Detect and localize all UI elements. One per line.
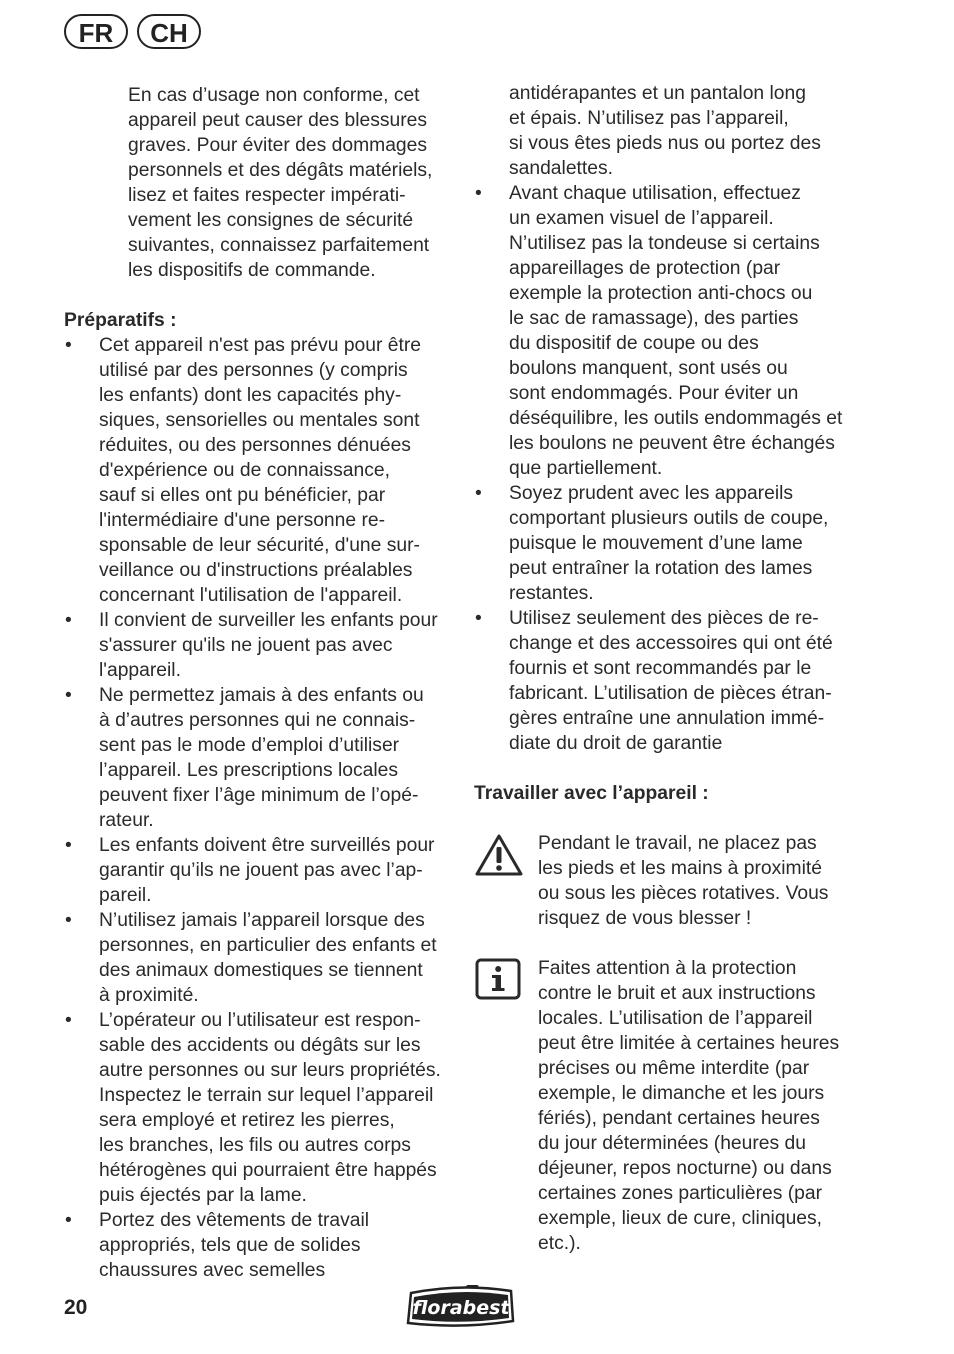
text-line: les branches, les fils ou autres corps [99, 1135, 411, 1156]
text-line: • Ne permettez jamais à des enfants ou [99, 685, 424, 706]
text-line: hétérogènes qui pourraient être happés [99, 1160, 437, 1181]
bullet-item [64, 683, 454, 833]
text-line: exemple, le dimanche et les jours [538, 1083, 825, 1104]
text-line: les dispositifs de commande. [128, 260, 376, 281]
text-line: les pieds et les mains à proximité [538, 858, 822, 879]
text-line: et épais. N’utilisez pas l’appareil, [509, 108, 789, 129]
text-line: boulons manquent, sont usés ou [509, 358, 788, 379]
text-line: précises ou même interdite (par [538, 1058, 810, 1079]
text-line: sauf si elles ont pu bénéficier, par [99, 485, 386, 506]
text-line: fabricant. L’utilisation de pièces étran- [509, 683, 832, 704]
text-line: sandalettes. [509, 158, 613, 179]
info-icon [474, 957, 522, 1001]
text-line: certaines zones particulières (par [538, 1183, 822, 1204]
bullet-item [474, 481, 864, 606]
text-line: concernant l'utilisation de l'appareil. [99, 585, 403, 606]
text-line: fériés), pendant certaines heures [538, 1108, 820, 1129]
text-line: risquez de vous blesser ! [538, 908, 752, 929]
brand-name: florabest [412, 1297, 510, 1319]
text-line: le sac de ramassage), des parties [509, 308, 799, 329]
right-column [474, 81, 864, 1256]
text-line: gères entraîne une annulation immé- [509, 708, 825, 729]
text-line: lisez et faites respecter impérati- [128, 185, 406, 206]
text-line: fournis et sont recommandés par le [509, 658, 812, 679]
bullet-item [474, 606, 864, 756]
text-line: puisque le mouvement d’une lame [509, 533, 803, 554]
section-heading-preparatifs: Préparatifs : [64, 310, 177, 331]
text-line: ou sous les pièces rotatives. Vous [538, 883, 829, 904]
text-line: un examen visuel de l’appareil. [509, 208, 774, 229]
bullet-list-inspection [474, 181, 864, 756]
text-line: utilisé par des personnes (y compris [99, 360, 408, 381]
text-line: antidérapantes et un pantalon long [509, 83, 806, 104]
text-line: • N’utilisez jamais l’appareil lorsque des [99, 910, 425, 931]
text-line: siques, sensorielles ou mentales sont [99, 410, 420, 431]
text-line: garantir qu’ils ne jouent pas avec l’ap- [99, 860, 423, 881]
intro-paragraph [64, 83, 454, 283]
bullet-item [64, 1208, 454, 1283]
text-line: • Utilisez seulement des pièces de re- [509, 608, 819, 629]
text-line: chaussures avec semelles [99, 1260, 326, 1281]
text-line: personnels et des dégâts matériels, [128, 160, 433, 181]
text-line: si vous êtes pieds nus ou portez des [509, 133, 821, 154]
text-line: sont endommagés. Pour éviter un [509, 383, 799, 404]
bullet-item [64, 833, 454, 908]
lang-badge-ch: CH [137, 14, 201, 49]
text-line: etc.). [538, 1233, 581, 1254]
text-line: N’utilisez pas la tondeuse si certains [509, 233, 820, 254]
florabest-logo [405, 1285, 517, 1332]
text-line: • Les enfants doivent être surveillés pour [99, 835, 435, 856]
text-line: En cas d’usage non conforme, cet [128, 85, 420, 106]
bullet-item [474, 181, 864, 481]
text-line: Pendant le travail, ne placez pas [538, 833, 817, 854]
text-line: vement les consignes de sécurité [128, 210, 414, 231]
text-line: veillance ou d'instructions préalables [99, 560, 413, 581]
page-number: 20 [64, 1296, 88, 1319]
text-line: sent pas le mode d’emploi d’utiliser [99, 735, 400, 756]
text-line: appropriés, tels que de solides [99, 1235, 361, 1256]
text-line: que partiellement. [509, 458, 663, 479]
text-line: graves. Pour éviter des dommages [128, 135, 428, 156]
warning-text [538, 831, 864, 931]
text-line: peut entraîner la rotation des lames [509, 558, 813, 579]
text-line: s'assurer qu'ils ne jouent pas avec [99, 635, 393, 656]
text-line: Inspectez le terrain sur lequel l’appareil [99, 1085, 434, 1106]
text-line: les enfants) dont les capacités phy- [99, 385, 402, 406]
text-line: des animaux domestiques se tiennent [99, 960, 423, 981]
text-line: • Portez des vêtements de travail [99, 1210, 370, 1231]
text-line: • Avant chaque utilisation, effectuez [509, 183, 801, 204]
text-line: à d’autres personnes qui ne connais- [99, 710, 416, 731]
text-line: restantes. [509, 583, 594, 604]
left-column [64, 83, 454, 1283]
text-line: autre personnes ou sur leurs propriétés. [99, 1060, 441, 1081]
text-line: sponsable de leur sécurité, d'une sur- [99, 535, 420, 556]
warning-triangle-icon [474, 833, 524, 877]
text-line: à proximité. [99, 985, 199, 1006]
bullet-item [64, 333, 454, 608]
text-line: réduites, ou des personnes dénuées [99, 435, 411, 456]
text-line: du jour déterminées (heures du [538, 1133, 806, 1154]
info-note [474, 956, 864, 1256]
text-line: suivantes, connaissez parfaitement [128, 235, 430, 256]
text-line: les boulons ne peuvent être échangés [509, 433, 835, 454]
brand-logo-graphic [405, 1285, 517, 1327]
text-line: appareil peut causer des blessures [128, 110, 428, 131]
text-line: exemple, lieux de cure, cliniques, [538, 1208, 823, 1229]
warning-note [474, 831, 864, 931]
section-heading-travailler: Travailler avec l’appareil : [474, 783, 709, 804]
text-line: déséquilibre, les outils endommagés et [509, 408, 843, 429]
bullet-item [64, 608, 454, 683]
text-line: du dispositif de coupe ou des [509, 333, 759, 354]
text-line: comportant plusieurs outils de coupe, [509, 508, 829, 529]
text-line: puis éjectés par la lame. [99, 1185, 307, 1206]
text-line: l’appareil. Les prescriptions locales [99, 760, 399, 781]
bullet-item [64, 1008, 454, 1208]
text-line: personnes, en particulier des enfants et [99, 935, 437, 956]
text-line: appareillages de protection (par [509, 258, 781, 279]
text-line: • Il convient de surveiller les enfants pour [99, 610, 438, 631]
text-line: change et des accessoires qui ont été [509, 633, 833, 654]
text-line: l'appareil. [99, 660, 181, 681]
lang-badge-fr: FR [64, 14, 128, 49]
text-line: locales. L’utilisation de l’appareil [538, 1008, 813, 1029]
text-line: • Cet appareil n'est pas prévu pour être [99, 335, 422, 356]
text-line: diate du droit de garantie [509, 733, 723, 754]
text-line: • L’opérateur ou l’utilisateur est respon- [99, 1010, 421, 1031]
bullet-list-preparatifs [64, 333, 454, 1283]
info-text [538, 956, 864, 1256]
text-line: • Soyez prudent avec les appareils [509, 483, 794, 504]
bullet-item [64, 908, 454, 1008]
text-line: rateur. [99, 810, 154, 831]
text-line: sera employé et retirez les pierres, [99, 1110, 395, 1131]
text-line: d'expérience ou de connaissance, [99, 460, 390, 481]
text-line: exemple la protection anti-chocs ou [509, 283, 813, 304]
continuation-paragraph [474, 81, 864, 181]
text-line: l'intermédiaire d'une personne re- [99, 510, 386, 531]
text-line: déjeuner, repos nocturne) ou dans [538, 1158, 832, 1179]
text-line: contre le bruit et aux instructions [538, 983, 816, 1004]
text-line: Faites attention à la protection [538, 958, 797, 979]
text-line: peuvent fixer l’âge minimum de l’opé- [99, 785, 419, 806]
text-line: peut être limitée à certaines heures [538, 1033, 840, 1054]
text-line: pareil. [99, 885, 152, 906]
text-line: sable des accidents ou dégâts sur les [99, 1035, 421, 1056]
